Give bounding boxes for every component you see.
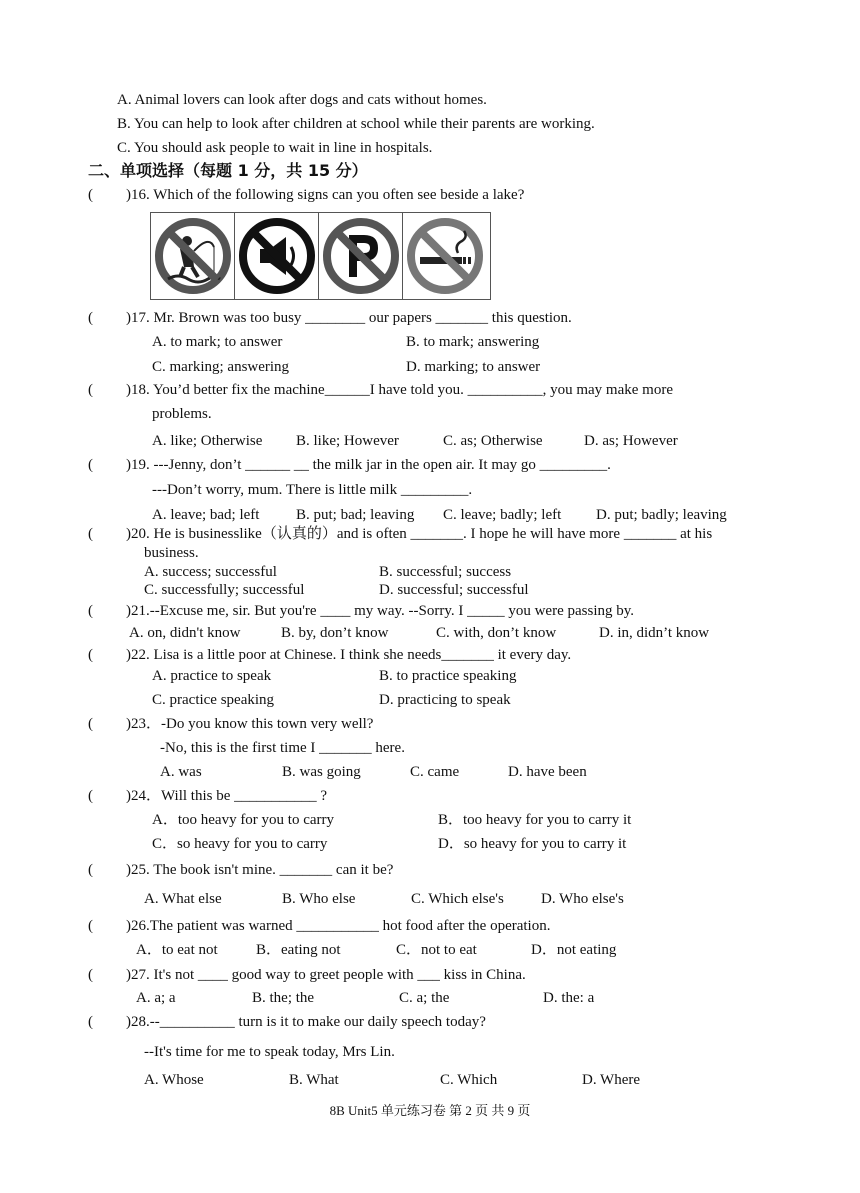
answer-paren: ( (88, 382, 93, 398)
q18-option-a: A. like; Otherwise (152, 433, 263, 449)
q18-option-b: B. like; However (296, 433, 399, 449)
q28-option-c: C. Which (440, 1072, 498, 1088)
answer-paren: ( (88, 788, 93, 804)
q25-option-c: C. Which else's (411, 891, 504, 907)
q17-option-a: A. to mark; to answer (152, 334, 283, 350)
q20-option-d: D. successful; successful (379, 582, 529, 598)
answer-paren: ( (88, 918, 93, 934)
page-footer: 8B Unit5 单元练习卷 第 2 页 共 9 页 (329, 1103, 531, 1118)
q20-stem: )20. He is businesslike（认真的）and is often _______. I hope he will have more _______ at his (126, 526, 713, 542)
answer-paren: ( (88, 457, 93, 473)
q28-stem-cont: --It's time for me to speak today, Mrs Lin. (144, 1044, 395, 1060)
q22-option-a: A. practice to speak (152, 668, 272, 684)
top-option-c: C. You should ask people to wait in line in hospitals. (117, 140, 433, 156)
section-heading: 二、单项选择（每题 1 分，共 15 分） (88, 161, 368, 180)
q18-option-c: C. as; Otherwise (443, 433, 543, 449)
q18-option-d: D. as; However (584, 433, 678, 449)
q27-option-d: D. the: a (543, 990, 595, 1006)
q27-option-b: B. the; the (252, 990, 315, 1006)
answer-paren: ( (88, 862, 93, 878)
q28-option-b: B. What (289, 1072, 339, 1088)
q26-option-c: C．not to eat (396, 942, 477, 958)
answer-paren: ( (88, 716, 93, 732)
q21-option-d: D. in, didn’t know (599, 625, 710, 641)
q18-stem-cont: problems. (152, 406, 212, 422)
q23-option-c: C. came (410, 764, 460, 780)
q26-option-d: D．not eating (531, 942, 617, 958)
q19-option-c: C. leave; badly; left (443, 507, 562, 523)
q21-option-b: B. by, don’t know (281, 625, 389, 641)
q20-option-b: B. successful; success (379, 564, 512, 580)
q22-stem: )22. Lisa is a little poor at Chinese. I think she needs_______ it every day. (126, 647, 572, 663)
q25-stem: )25. The book isn't mine. _______ can it be? (126, 862, 394, 878)
q24-option-b: B．too heavy for you to carry it (438, 812, 632, 828)
answer-paren: ( (88, 647, 93, 663)
q23-option-b: B. was going (282, 764, 361, 780)
q20-stem-cont: business. (144, 545, 199, 561)
q20-option-a: A. success; successful (144, 564, 277, 580)
answer-paren: ( (88, 603, 93, 619)
q26-option-b: B．eating not (256, 942, 341, 958)
top-option-b: B. You can help to look after children at school while their parents are working. (117, 116, 595, 132)
q17-option-c: C. marking; answering (152, 359, 290, 375)
q16-stem: )16. Which of the following signs can you often see beside a lake? (126, 187, 525, 203)
q26-option-a: A．to eat not (136, 942, 218, 958)
q28-stem: )28.--__________ turn is it to make our daily speech today? (126, 1014, 486, 1030)
q28-option-d: D. Where (582, 1072, 641, 1088)
answer-paren: ( (88, 187, 93, 203)
q27-option-a: A. a; a (136, 990, 176, 1006)
q23-option-a: A. was (160, 764, 202, 780)
q27-stem: )27. It's not ____ good way to greet people with ___ kiss in China. (126, 967, 526, 983)
no-parking-sign-icon (319, 213, 403, 299)
q19-stem-cont: ---Don’t worry, mum. There is little milk _________. (152, 482, 473, 498)
q27-option-c: C. a; the (399, 990, 450, 1006)
q21-option-c: C. with, don’t know (436, 625, 557, 641)
q17-stem: )17. Mr. Brown was too busy ________ our papers _______ this question. (126, 310, 572, 326)
q21-option-a: A. on, didn't know (129, 625, 241, 641)
no-smoking-sign-icon (403, 213, 487, 299)
q25-option-b: B. Who else (282, 891, 356, 907)
no-horn-sign-icon (235, 213, 319, 299)
q25-option-a: A. What else (144, 891, 222, 907)
q24-option-a: A．too heavy for you to carry (152, 812, 335, 828)
q19-stem: )19. ---Jenny, don’t ______ __ the milk jar in the open air. It may go _________. (126, 457, 611, 473)
top-option-a: A. Animal lovers can look after dogs and cats without homes. (117, 92, 487, 108)
q19-option-a: A. leave; bad; left (152, 507, 260, 523)
q18-stem: )18. You’d better fix the machine______I have told you. __________, you may make more (126, 382, 673, 398)
q20-option-c: C. successfully; successful (144, 582, 305, 598)
q23-option-d: D. have been (508, 764, 587, 780)
q28-option-a: A. Whose (144, 1072, 204, 1088)
q21-stem: )21.--Excuse me, sir. But you're ____ my way. --Sorry. I _____ you were passing by. (126, 603, 635, 619)
q16-signs (150, 212, 491, 300)
q24-option-c: C．so heavy for you to carry (152, 836, 328, 852)
q22-option-d: D. practicing to speak (379, 692, 511, 708)
answer-paren: ( (88, 526, 93, 542)
q23-stem: )23．-Do you know this town very well? (126, 716, 374, 732)
q17-option-b: B. to mark; answering (406, 334, 540, 350)
q19-option-d: D. put; badly; leaving (596, 507, 727, 523)
q22-option-b: B. to practice speaking (379, 668, 517, 684)
answer-paren: ( (88, 967, 93, 983)
no-fishing-sign-icon (151, 213, 235, 299)
q22-option-c: C. practice speaking (152, 692, 275, 708)
q24-option-d: D．so heavy for you to carry it (438, 836, 627, 852)
q24-stem: )24．Will this be ___________ ? (126, 788, 328, 804)
answer-paren: ( (88, 310, 93, 326)
q26-stem: )26.The patient was warned ___________ hot food after the operation. (126, 918, 551, 934)
q23-stem-cont: -No, this is the first time I _______ here. (160, 740, 405, 756)
q17-option-d: D. marking; to answer (406, 359, 541, 375)
q25-option-d: D. Who else's (541, 891, 624, 907)
answer-paren: ( (88, 1014, 93, 1030)
q19-option-b: B. put; bad; leaving (296, 507, 415, 523)
